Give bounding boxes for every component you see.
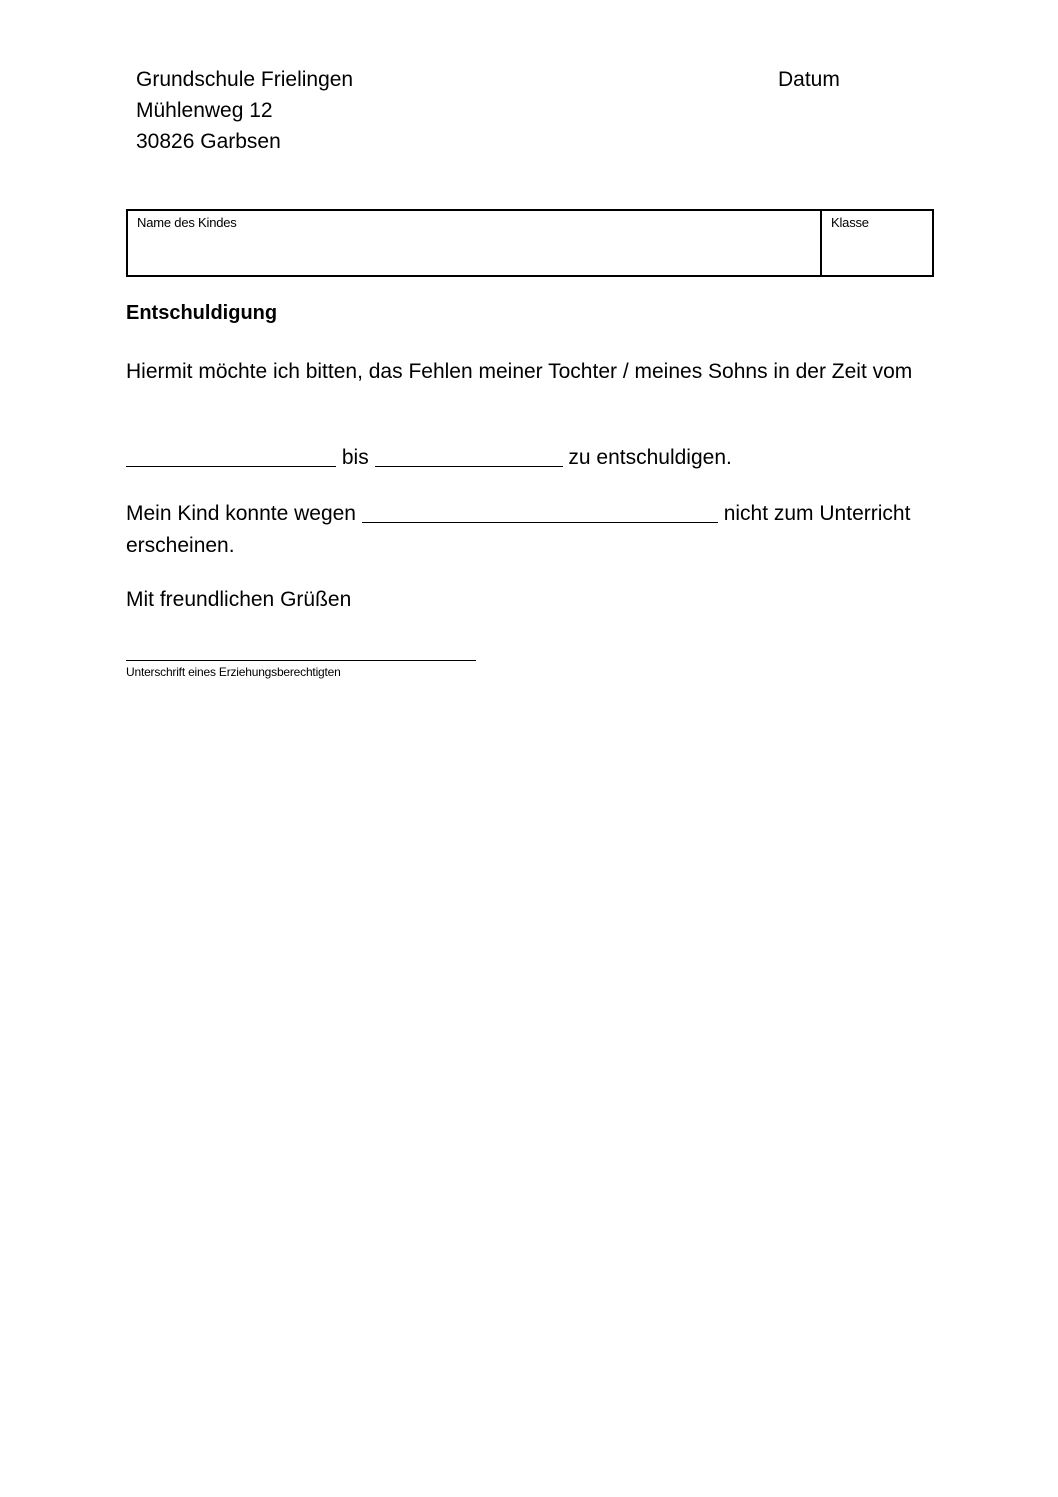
school-street: Mühlenweg 12	[136, 99, 273, 122]
period-suffix: zu entschuldigen.	[568, 446, 732, 469]
school-address	[136, 64, 353, 157]
document-title: Entschuldigung	[126, 302, 278, 324]
closing-greeting: Mit freundlichen Grüßen	[126, 588, 352, 611]
class-field[interactable]	[822, 211, 932, 275]
child-name-label: Name des Kindes	[137, 215, 237, 230]
school-city: 30826 Garbsen	[136, 130, 281, 153]
period-connector: bis	[341, 446, 369, 469]
reason-prefix: Mein Kind konnte wegen	[126, 502, 356, 525]
request-paragraph: Hiermit möchte ich bitten, das Fehlen meiner Tochter / meines Sohns in der Zeit vom	[126, 360, 913, 383]
school-name: Grundschule Frielingen	[136, 68, 354, 91]
reason-paragraph	[126, 498, 916, 562]
signature-line[interactable]	[126, 660, 476, 661]
date-to-blank[interactable]	[375, 444, 563, 467]
period-line	[126, 442, 916, 474]
reason-suffix: nicht zum Unterricht erscheinen.	[126, 502, 911, 557]
child-name-field[interactable]	[128, 211, 822, 275]
date-from-blank[interactable]	[126, 444, 336, 467]
class-label: Klasse	[831, 215, 869, 230]
student-info-box	[126, 209, 934, 277]
date-label: Datum	[778, 68, 840, 91]
signature-label: Unterschrift eines Erziehungsberechtigten	[126, 665, 341, 679]
reason-blank[interactable]	[362, 500, 718, 523]
